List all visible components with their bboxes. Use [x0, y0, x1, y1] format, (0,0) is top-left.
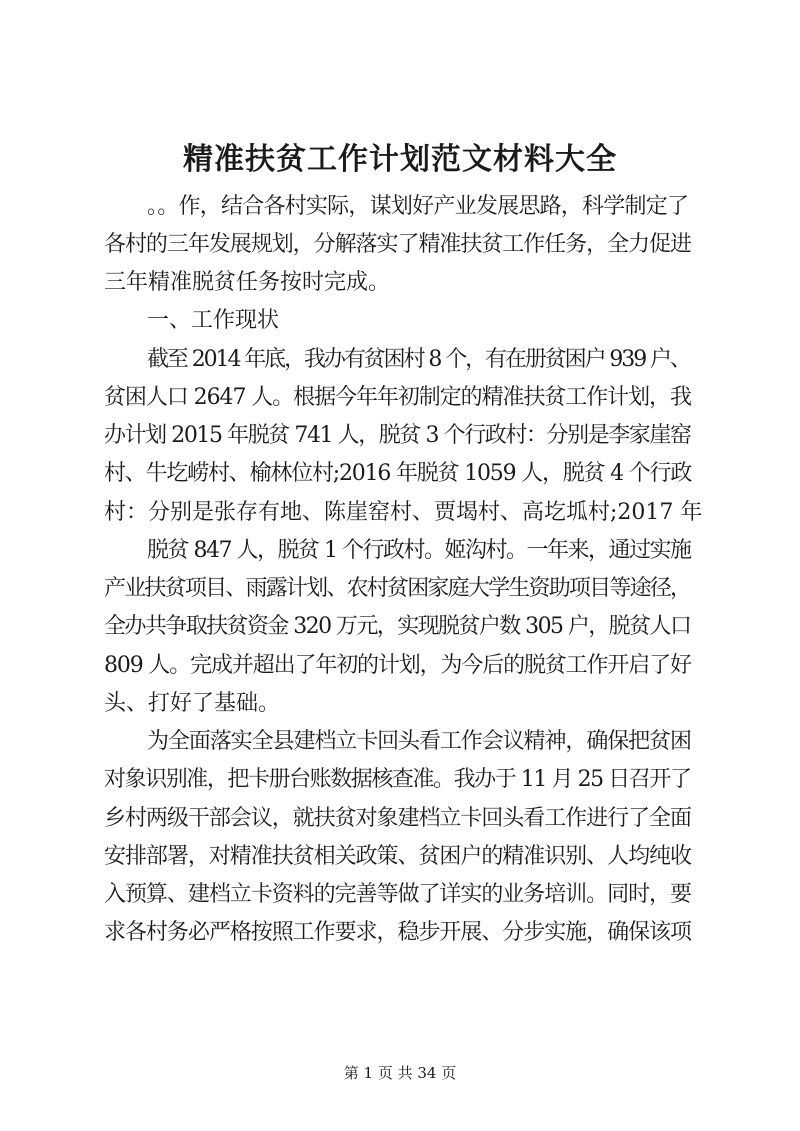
- body-line: 安排部署，对精准扶贫相关政策、贫困户的精准识别、人均纯收: [104, 844, 691, 869]
- body-line: 全办共争取扶贫资金 320 万元，实现脱贫户数 305 户，脱贫人口: [104, 614, 691, 639]
- body-line: 村：分别是张存有地、陈崖窑村、贾堨村、高圪坬村;2017 年: [104, 500, 703, 525]
- body-line: 头、打好了基础。: [104, 691, 281, 716]
- body-line: 三年精准脱贫任务按时完成。: [104, 270, 391, 295]
- body-line: 乡村两级干部会议，就扶贫对象建档立卡回头看工作进行了全面: [104, 806, 691, 831]
- body-line: 入预算、建档立卡资料的完善等做了详实的业务培训。同时，要: [104, 882, 691, 907]
- document-title: 精准扶贫工作计划范文材料大全: [183, 142, 617, 177]
- body-line: 为全面落实全县建档立卡回头看工作会议精神，确保把贫困: [147, 729, 691, 754]
- body-line: 809 人。完成并超出了年初的计划，为今后的脱贫工作开启了好: [104, 653, 691, 678]
- body-line: 求各村务必严格按照工作要求，稳步开展、分步实施，确保该项: [104, 920, 691, 945]
- body-line: 村、牛圪崂村、榆林位村;2016 年脱贫 1059 人，脱贫 4 个行政: [104, 461, 692, 486]
- body-line: 截至 2014 年底，我办有贫困村 8 个，有在册贫困户 939 户、: [147, 347, 690, 372]
- body-line: 各村的三年发展规划，分解落实了精准扶贫工作任务，全力促进: [104, 232, 691, 257]
- body-line: 产业扶贫项目、雨露计划、农村贫困家庭大学生资助项目等途径，: [104, 576, 691, 601]
- section-heading: 一、工作现状: [147, 308, 280, 333]
- body-line: 脱贫 847 人，脱贫 1 个行政村。姬沟村。一年来，通过实施: [147, 538, 691, 563]
- body-line: 对象识别准，把卡册台账数据核查准。我办于 11 月 25 日召开了: [104, 767, 691, 792]
- page-number-footer: 第 1 页 共 34 页: [343, 1064, 457, 1082]
- body-line: 办计划 2015 年脱贫 741 人，脱贫 3 个行政村：分别是李家崖窑: [104, 423, 691, 448]
- body-line: 贫困人口 2647 人。根据今年年初制定的精准扶贫工作计划，我: [104, 385, 691, 410]
- body-line: 。。作，结合各村实际，谋划好产业发展思路，科学制定了: [147, 194, 689, 219]
